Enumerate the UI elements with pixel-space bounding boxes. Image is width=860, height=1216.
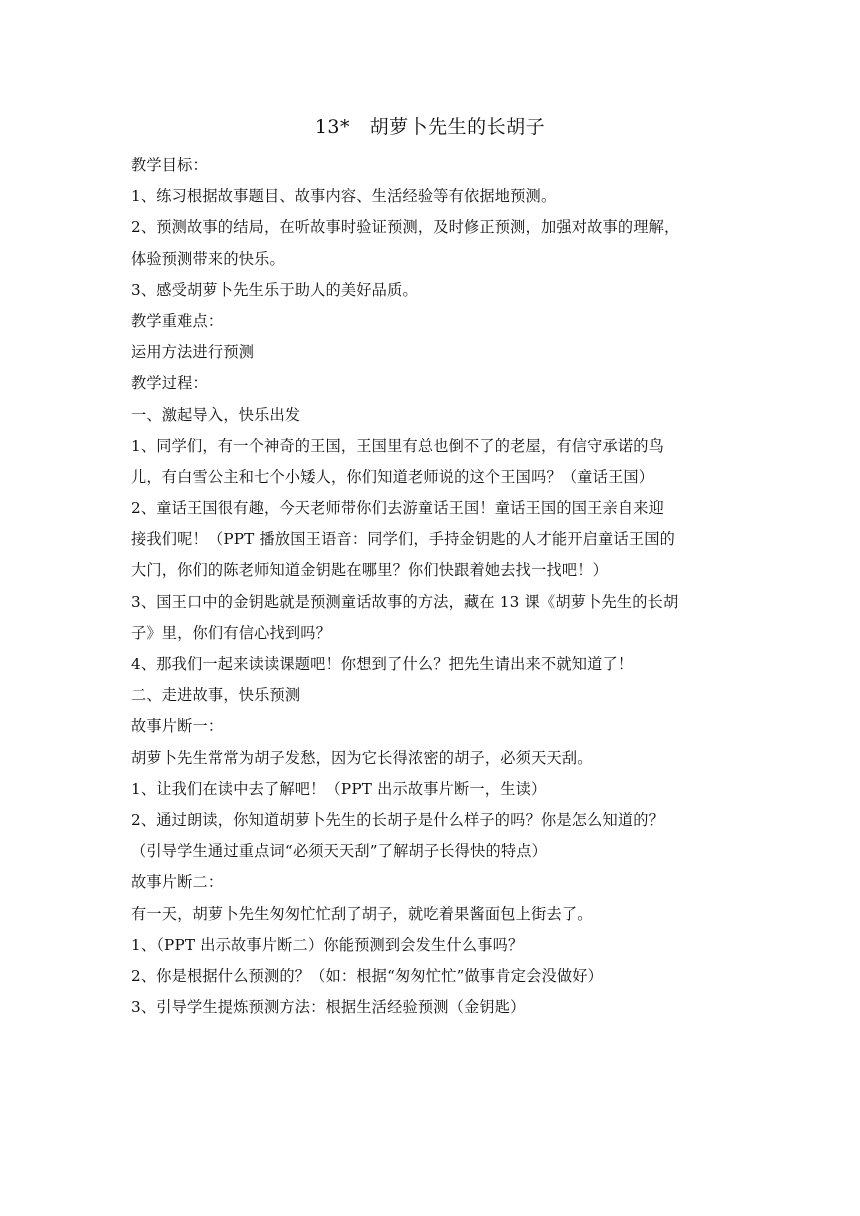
lesson-body [131,150,741,1023]
part-one-step-3-line-2: 子》里，你们有信心找到吗？ [131,623,332,642]
part-one-step-2-line-3: 大门，你们的陈老师知道金钥匙在哪里？你们快跟着她去找一找吧！） [131,561,609,580]
fragment-1-step-1: 1、让我们在读中去了解吧！（PPT 出示故事片断一，生读） [131,779,547,798]
part-two-heading: 二、走进故事，快乐预测 [131,686,301,705]
section-heading-key-points: 教学重难点： [131,311,224,330]
objective-3: 3、感受胡萝卜先生乐于助人的美好品质。 [131,280,418,299]
section-heading-process: 教学过程： [131,374,208,393]
fragment-2-step-2: 2、你是根据什么预测的？（如：根据“匆匆忙忙”做事肯定会没做好） [131,966,604,985]
section-heading-objectives: 教学目标： [131,156,208,174]
part-one-step-1-line-2: 儿，有白雪公主和七个小矮人，你们知道老师说的这个王国吗？（童话王国） [131,467,655,486]
objective-2-line-2: 体验预测带来的快乐。 [131,249,285,268]
key-point: 运用方法进行预测 [131,343,255,362]
lesson-title: 13* 胡萝卜先生的长胡子 [314,116,546,138]
fragment-1-step-2-note: （引导学生通过重点词“必须天天刮”了解胡子长得快的特点） [131,842,548,861]
fragment-2-step-3: 3、引导学生提炼预测方法：根据生活经验预测（金钥匙） [131,998,526,1017]
part-one-step-2-line-2: 接我们呢！（PPT 播放国王语音：同学们，手持金钥匙的人才能开启童话王国的 [131,530,675,549]
part-one-step-2-line-1: 2、童话王国很有趣，今天老师带你们去游童话王国！童话王国的国王亲自来迎 [131,499,665,518]
story-fragment-1-label: 故事片断一： [131,717,224,736]
fragment-2-step-1: 1、（PPT 出示故事片断二）你能预测到会发生什么事吗？ [131,935,524,954]
part-one-step-4: 4、那我们一起来读读课题吧！你想到了什么？把先生请出来不就知道了！ [131,655,634,673]
fragment-1-step-2: 2、通过朗读，你知道胡萝卜先生的长胡子是什么样子的吗？你是怎么知道的？ [131,810,665,829]
objective-2-line-1: 2、预测故事的结局，在听故事时验证预测，及时修正预测，加强对故事的理解， [131,218,680,237]
story-fragment-2-label: 故事片断二： [131,873,224,892]
story-fragment-2-text: 有一天，胡萝卜先生匆匆忙忙刮了胡子，就吃着果酱面包上街去了。 [131,904,593,923]
story-fragment-1-text: 胡萝卜先生常常为胡子发愁，因为它长得浓密的胡子，必须天天刮。 [131,748,593,767]
objective-1: 1、练习根据故事题目、故事内容、生活经验等有依据地预测。 [131,187,557,206]
part-one-step-3-line-1: 3、国王口中的金钥匙就是预测童话故事的方法，藏在 13 课《胡萝卜先生的长胡 [131,592,679,611]
part-one-step-1-line-1: 1、同学们，有一个神奇的王国，王国里有总也倒不了的老屋，有信守承诺的鸟 [131,436,665,455]
part-one-heading: 一、激起导入，快乐出发 [131,405,301,424]
